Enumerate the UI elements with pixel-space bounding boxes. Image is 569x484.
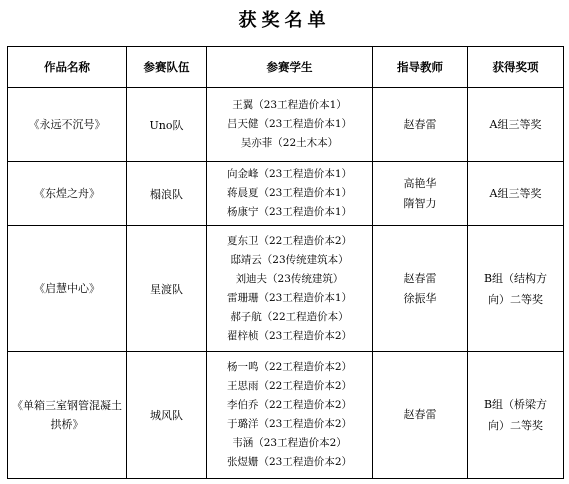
- teacher-cell: [373, 226, 468, 352]
- student-entry: 吴亦菲（22土木本）: [240, 137, 339, 149]
- student-entry: 郝子航（22工程造价本）: [230, 310, 349, 323]
- award-text: A组三等奖: [489, 187, 542, 200]
- student-entry: 向金峰（23工程造价本1）: [226, 168, 353, 180]
- teacher-cell: [373, 88, 468, 162]
- table-row: [8, 352, 564, 479]
- award-table: [7, 46, 564, 479]
- award-text: B组（桥梁方向）二等奖: [483, 398, 548, 432]
- students-cell: [207, 352, 373, 479]
- teacher-name: 徐振华: [403, 291, 437, 305]
- teacher-cell: [373, 352, 468, 479]
- student-entry: 于璐洋（23工程造价本2）: [226, 418, 353, 430]
- work-name-cell: 《单箱三室钢管混凝土拱桥》: [8, 352, 127, 479]
- team-cell: Uno队: [127, 88, 207, 162]
- student-entry: 张煜姗（23工程造价本2）: [226, 456, 353, 468]
- student-entry: 夏东卫（22工程造价本2）: [226, 234, 353, 247]
- header-team: 参赛队伍: [127, 47, 207, 88]
- student-entry: 王翼（23工程造价本1）: [232, 99, 347, 111]
- table-row: [8, 162, 564, 226]
- teacher-name: 高艳华: [403, 176, 437, 190]
- student-entry: 蒋晨夏（23工程造价本1）: [226, 187, 353, 199]
- work-name-cell: 《启慧中心》: [8, 226, 127, 352]
- header-award: 获得奖项: [468, 47, 564, 88]
- award-cell: [468, 226, 564, 352]
- student-entry: 李伯乔（22工程造价本2）: [226, 399, 353, 411]
- award-cell: [468, 352, 564, 479]
- student-entry: 韦涵（23工程造价本2）: [232, 437, 347, 449]
- header-students: 参赛学生: [207, 47, 373, 88]
- student-entry: 王思雨（22工程造价本2）: [226, 380, 353, 392]
- student-entry: 邸靖云（23传统建筑本）: [230, 253, 349, 266]
- teacher-name: 隋智力: [403, 196, 437, 210]
- students-cell: [207, 162, 373, 226]
- student-entry: 杨一鸣（22工程造价本2）: [226, 361, 353, 373]
- teacher-cell: [373, 162, 468, 226]
- teacher-name: 赵春雷: [403, 117, 437, 131]
- student-entry: 雷珊珊（23工程造价本1）: [226, 291, 353, 304]
- work-name-cell: 《东煌之舟》: [8, 162, 127, 226]
- table-header-row: [8, 47, 564, 88]
- header-work: 作品名称: [8, 47, 127, 88]
- award-text: A组三等奖: [489, 118, 542, 131]
- student-entry: 翟梓桢（23工程造价本2）: [226, 329, 353, 342]
- team-cell: 星渡队: [127, 226, 207, 352]
- award-cell: [468, 162, 564, 226]
- page-title: 获奖名单: [238, 10, 331, 31]
- header-teacher: 指导教师: [373, 47, 468, 88]
- team-cell: 榻浪队: [127, 162, 207, 226]
- student-entry: 杨康宁（23工程造价本1）: [226, 206, 353, 218]
- table-row: [8, 88, 564, 162]
- award-text: B组（结构方向）二等奖: [483, 271, 548, 306]
- team-cell: 城风队: [127, 352, 207, 479]
- teacher-name: 赵春雷: [403, 408, 437, 421]
- students-cell: [207, 226, 373, 352]
- table-row: [8, 226, 564, 352]
- award-cell: [468, 88, 564, 162]
- students-cell: [207, 88, 373, 162]
- student-entry: 吕天健（23工程造价本1）: [226, 118, 353, 130]
- student-entry: 刘迪夫（23传统建筑）: [235, 272, 344, 285]
- work-name-cell: 《永远不沉号》: [8, 88, 127, 162]
- teacher-name: 赵春雷: [403, 271, 437, 285]
